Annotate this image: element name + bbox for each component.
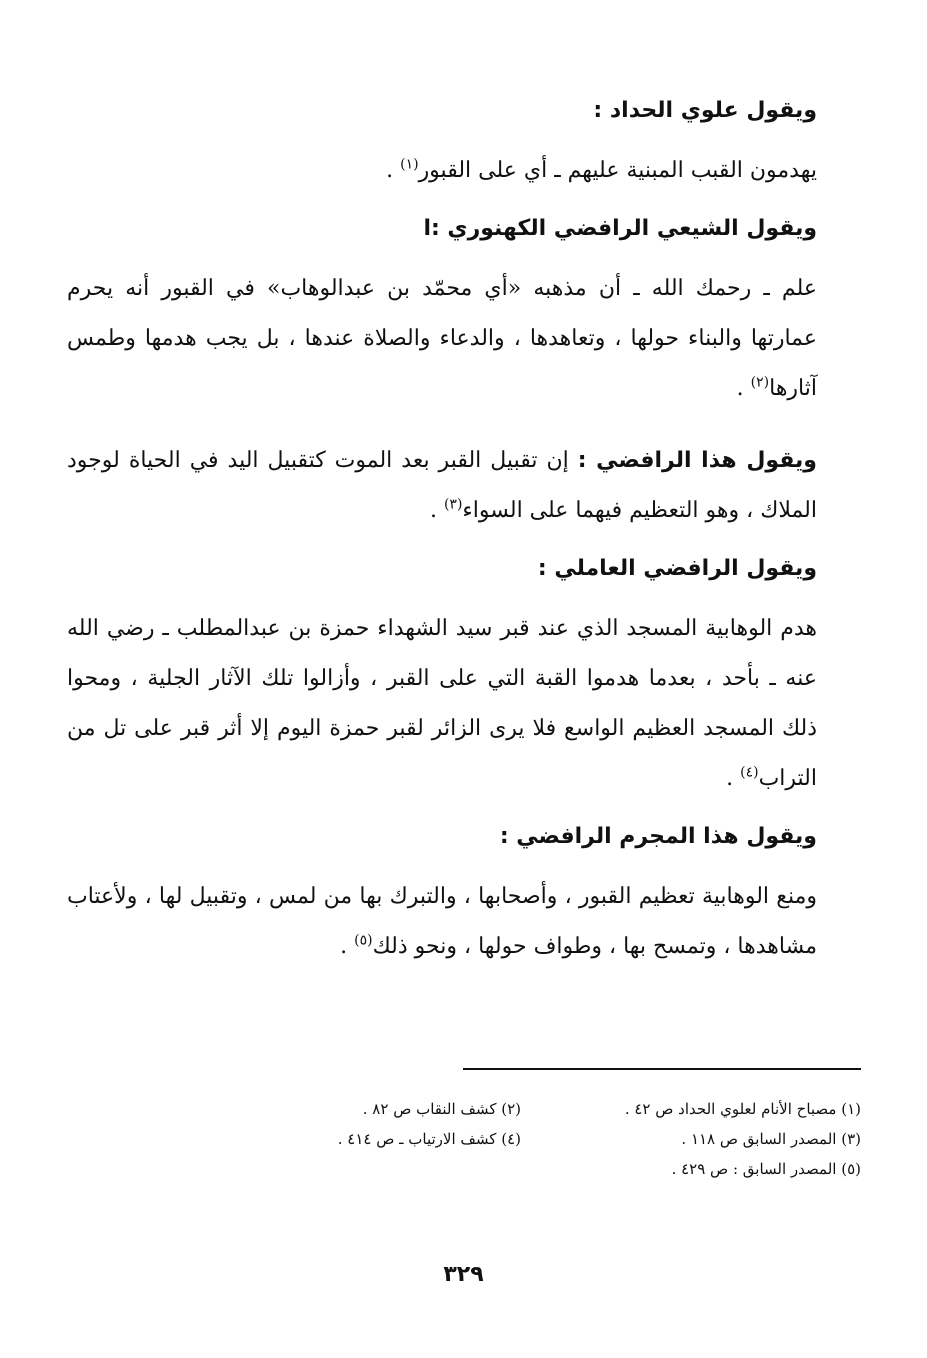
footnote-5: (٥) المصدر السابق : ص ٤٢٩ . <box>671 1160 861 1178</box>
footnote-divider <box>463 1068 861 1070</box>
section-4 <box>67 556 817 804</box>
section-paragraph <box>67 872 817 972</box>
paragraph-text: ومنع الوهابية تعظيم القبور ، وأصحابها ، والتبرك بها من لمس ، وتقبيل لها ، ولأعتاب مشاهدها ، وتمسح بها ، وطواف حولها ، ونحو ذلك <box>67 884 817 959</box>
footnote-marker: (١) <box>400 156 419 173</box>
footnotes <box>181 1094 861 1184</box>
section-5 <box>67 824 817 972</box>
section-heading: ويقول علوي الحداد : <box>593 98 817 123</box>
footnote-2: (٢) كشف النقاب ص ٨٢ . <box>362 1100 521 1118</box>
footnote-marker: (٤) <box>740 764 759 781</box>
page-number: ٣٢٩ <box>443 1262 484 1287</box>
main-text <box>67 98 817 992</box>
paragraph-text: علم ـ رحمك الله ـ أن مذهبه «أي محمّد بن عبدالوهاب» في القبور أنه يحرم عمارتها والبناء حولها ، وتعاهدها ، والدعاء والصلاة عندها ، بل يجب هدمها وطمس آثارها <box>67 276 817 401</box>
section-paragraph <box>67 146 817 196</box>
paragraph-tail: . <box>736 376 751 401</box>
section-heading: ويقول الشيعي الرافضي الكهنوري :ا <box>423 216 817 241</box>
paragraph-text: يهدمون القبب المبنية عليهم ـ أي على القبور <box>418 158 817 183</box>
paragraph-tail: . <box>386 158 401 183</box>
section-2 <box>67 216 817 414</box>
section-heading: ويقول هذا المجرم الرافضي : <box>499 824 817 849</box>
footnote-4: (٤) كشف الارتياب ـ ص ٤١٤ . <box>337 1130 521 1148</box>
section-paragraph <box>67 264 817 414</box>
footnote-grid <box>181 1094 861 1184</box>
paragraph-tail: . <box>726 766 741 791</box>
paragraph-tail: . <box>429 498 444 523</box>
section-3 <box>67 436 817 536</box>
section-1 <box>67 98 817 196</box>
paragraph-text: إن تقبيل القبر بعد الموت كتقبيل اليد في الحياة لوجود الملاك ، وهو التعظيم فيهما على السواء <box>67 448 817 523</box>
footnote-1: (١) مصباح الأنام لعلوي الحداد ص ٤٢ . <box>624 1100 861 1118</box>
paragraph-lead: ويقول هذا الرافضي : <box>577 448 817 473</box>
footnote-marker: (٢) <box>750 374 770 391</box>
paragraph-text: هدم الوهابية المسجد الذي عند قبر سيد الشهداء حمزة بن عبدالمطلب ـ رضي الله عنه ـ بأحد ، بعدما هدموا القبة التي على القبر ، وأزالوا تلك الآثار الجلية ، ومحوا ذلك المسجد العظيم الواسع فلا يرى الزائر لقبر حمزة اليوم إلا أثر قبر على تل من التراب <box>67 616 817 791</box>
section-paragraph <box>67 436 817 536</box>
footnote-3: (٣) المصدر السابق ص ١١٨ . <box>681 1130 861 1148</box>
section-heading: ويقول الرافضي العاملي : <box>537 556 817 581</box>
paragraph-tail: . <box>340 934 355 959</box>
section-paragraph <box>67 604 817 804</box>
footnote-marker: (٥) <box>354 932 373 949</box>
footnote-marker: (٣) <box>443 496 463 513</box>
